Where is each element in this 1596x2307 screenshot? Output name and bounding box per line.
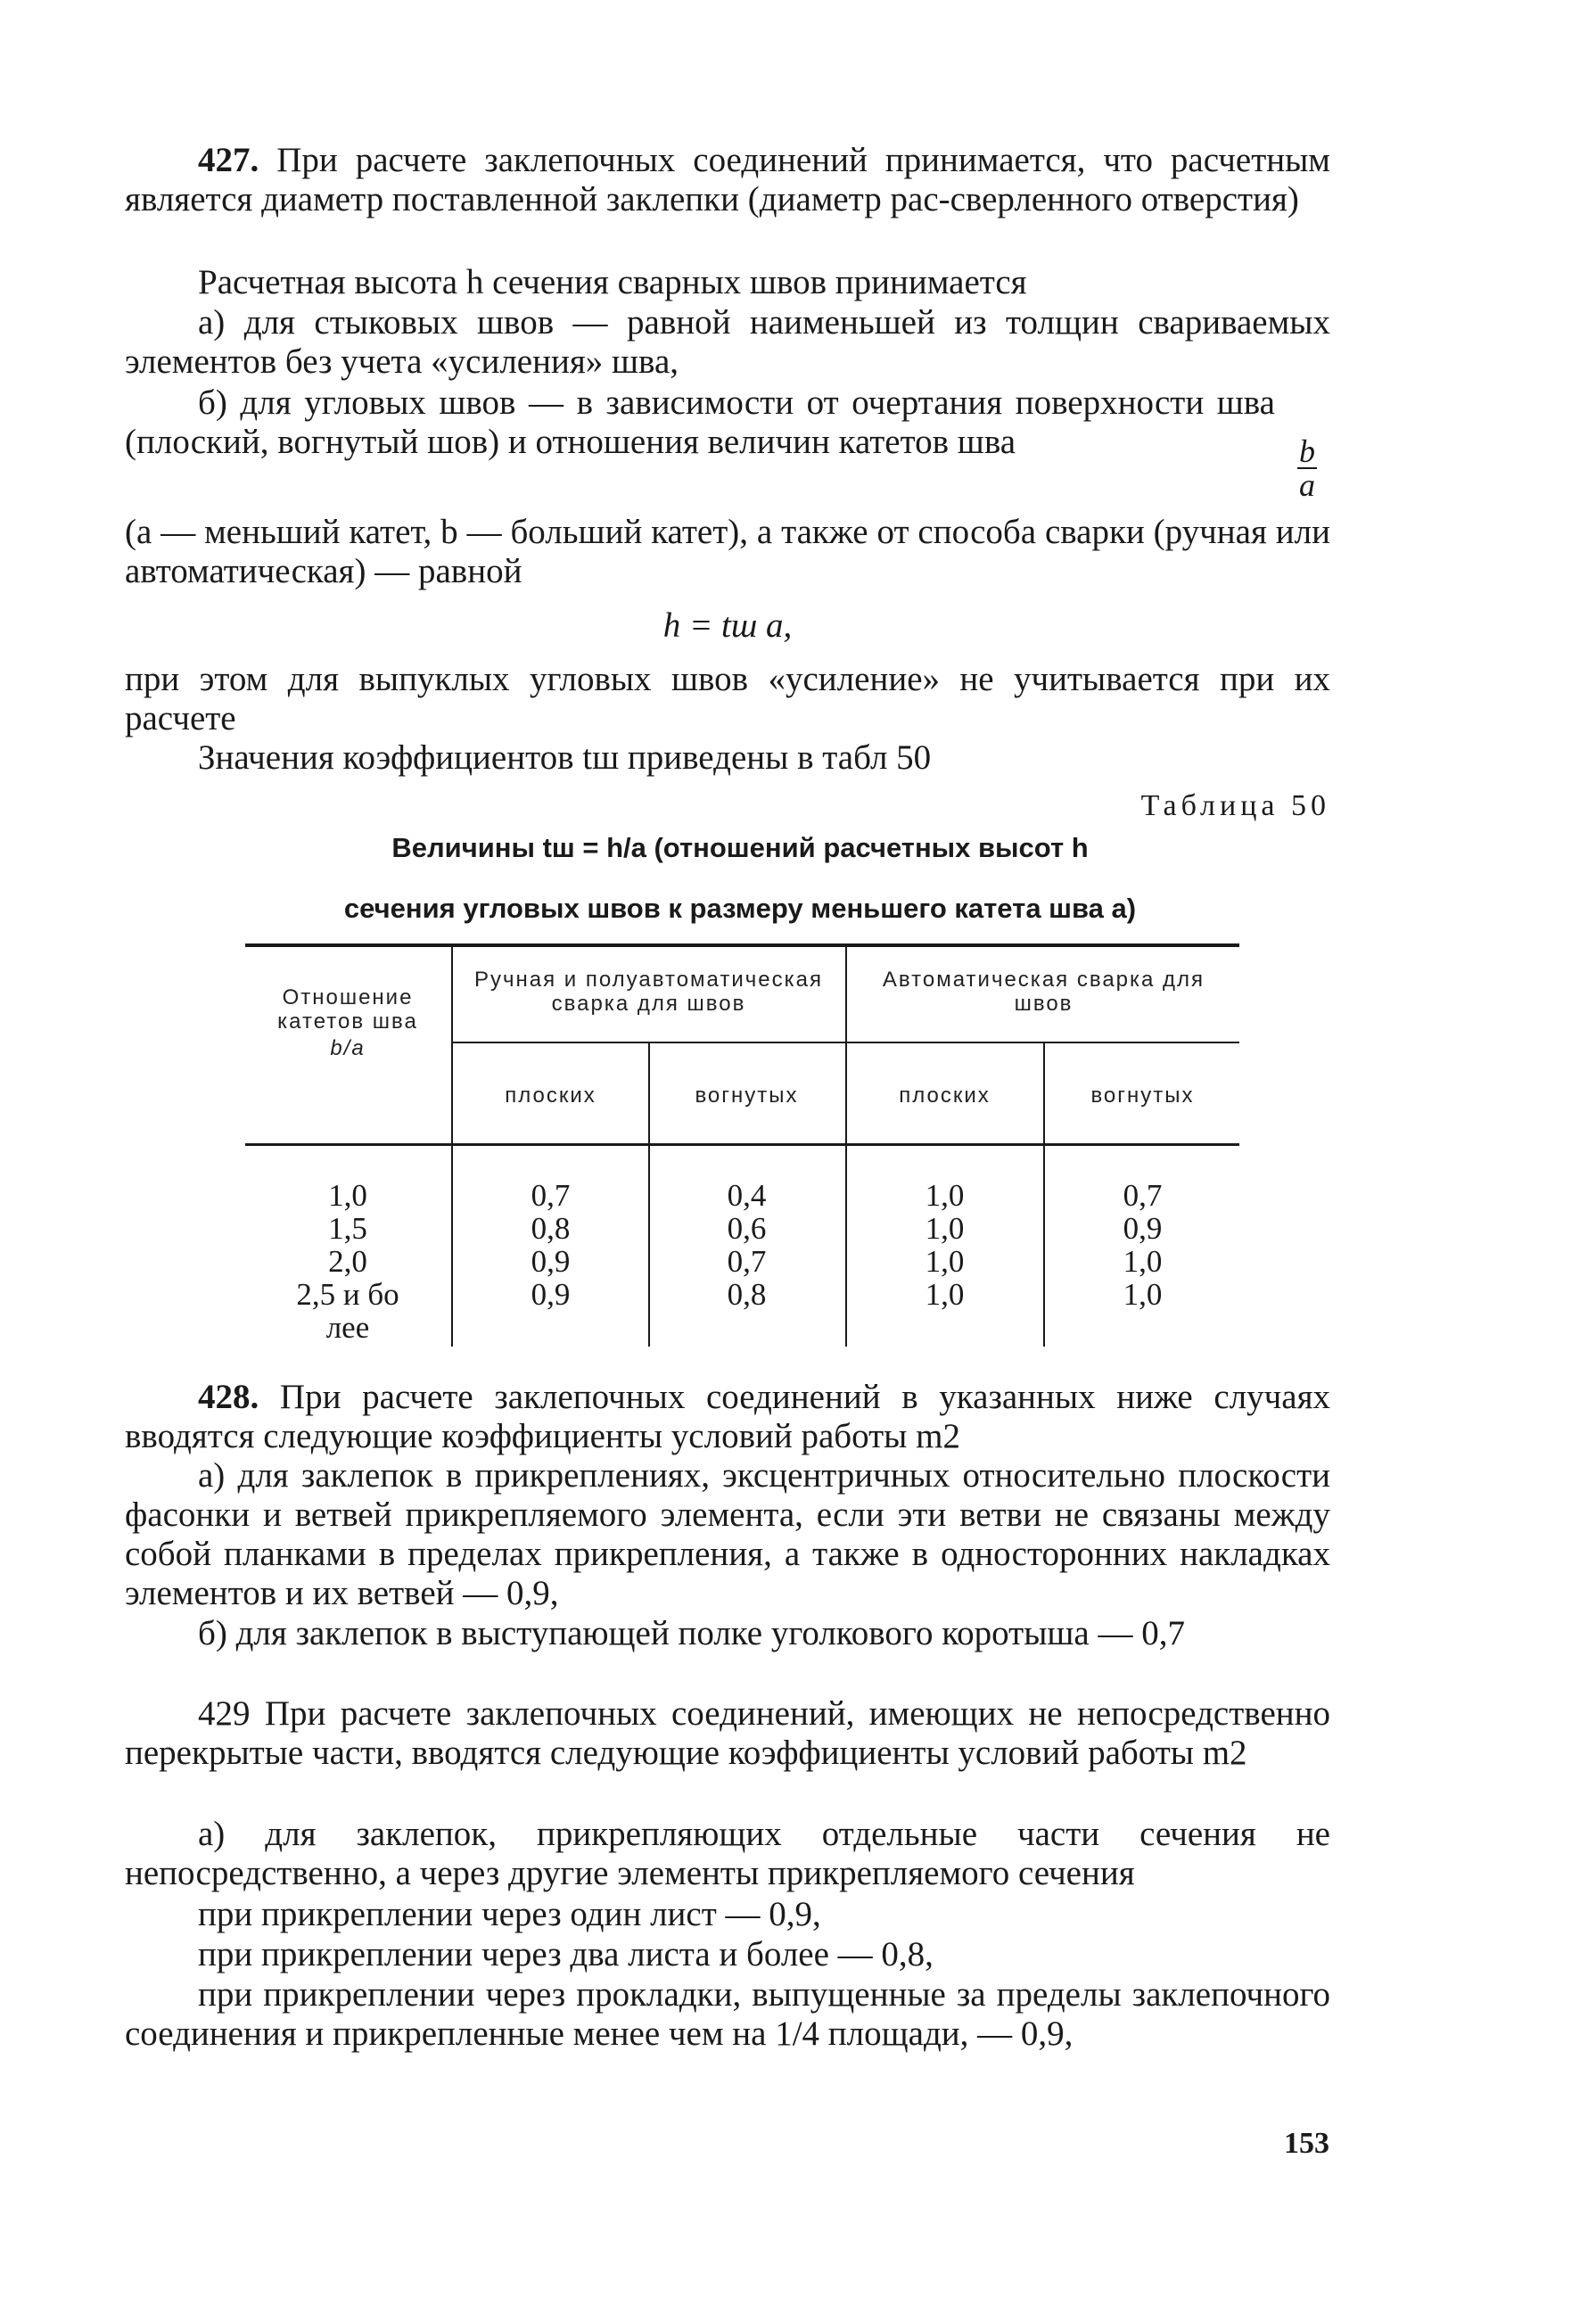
header-ratio: Отношение катетов шва xyxy=(277,985,418,1034)
ratio-fraction xyxy=(1297,435,1317,501)
paragraph-427 xyxy=(125,141,1330,219)
column-ratio xyxy=(250,1179,446,1344)
p428-line1: При расчете заклепочных соединений в указанных ниже случаях вводятся следующие коэффициенты условий работы m2 xyxy=(125,1378,1331,1455)
table-cell: 1,0 xyxy=(1123,1244,1163,1279)
p427-item-b2: (a — меньший катет, b — больший катет), а также от способа сварки (ручная или автоматическая) — равной xyxy=(125,513,1330,590)
table-cell: 1,0 xyxy=(925,1244,965,1279)
table-caption-line1: Величины tш = h/a (отношений расчетных высот h xyxy=(391,832,1089,863)
table-caption-line2: сечения угловых швов к размеру меньшего катета шва a) xyxy=(343,893,1137,924)
sub-auto-concave: вогнутых xyxy=(1090,1083,1195,1108)
table-divider-3 xyxy=(845,947,847,1347)
table-cell: 1,5 xyxy=(328,1211,367,1246)
table-divider-1 xyxy=(451,947,453,1347)
table-cell: 1,0 xyxy=(328,1178,367,1213)
p427-values: Значения коэффициентов tш приведены в табл 50 xyxy=(198,738,932,777)
header-auto: Автоматическая сварка для швов xyxy=(882,968,1205,1016)
table-divider-4 xyxy=(1043,1043,1045,1347)
fraction-denominator: a xyxy=(1299,467,1315,503)
header-manual: Ручная и полуавтоматическая сварка для швов xyxy=(474,968,823,1016)
formula: h = tш a, xyxy=(662,606,793,645)
p429-line1: При расчете заклепочных соединений, имеющих не непосредственно перекрытые части, вводятся следующие коэффициенты условий работы m2 xyxy=(125,1694,1331,1772)
table-cell: 0,9 xyxy=(531,1244,571,1279)
table-cell: 0,9 xyxy=(1123,1211,1163,1246)
column-manual-concave xyxy=(651,1179,843,1311)
p427-item-a: а) для стыковых швов — равной наименьшей из толщин свариваемых элементов без учета «усиления» шва, xyxy=(125,303,1330,381)
p429-case-2: при прикреплении через два листа и более — 0,8, xyxy=(198,1935,934,1973)
table-cell: 0,4 xyxy=(727,1178,767,1213)
table-cell: 0,6 xyxy=(727,1211,767,1246)
p427-item-b1: б) для угловых швов — в зависимости от очертания поверхности шва (плоский, вогнутый шов) и отношения величин катетов шва xyxy=(125,383,1275,461)
paragraph-428 xyxy=(125,1378,1330,1456)
table-cell: 2,5 и бо xyxy=(296,1277,399,1312)
p429-case-3: при прикреплении через прокладки, выпущенные за пределы заклепочного соединения и прикрепленные менее чем на 1/4 площади, — 0,9, xyxy=(125,1975,1330,2053)
table-cell: 0,8 xyxy=(727,1277,767,1312)
table-cell: 1,0 xyxy=(1123,1277,1163,1312)
sub-auto-flat: плоских xyxy=(899,1083,991,1108)
p428-item-a: а) для заклепок в прикреплениях, эксцентричных относительно плоскости фасонки и ветвей прикрепляемого элемента, если эти ветви не связаны между собой планками в пределах прикрепления, а также в односторонних накладках элементов и их ветвей — 0,9, xyxy=(125,1456,1330,1612)
page-number: 153 xyxy=(1284,2127,1329,2160)
section-number: 427. xyxy=(198,141,259,179)
table-cell: 1,0 xyxy=(925,1277,965,1312)
column-auto-flat xyxy=(849,1179,1041,1311)
p428-item-b: б) для заклепок в выступающей полке уголкового коротыша — 0,7 xyxy=(198,1614,1185,1652)
table-cell: 0,9 xyxy=(531,1277,571,1312)
p427-line1: При расчете заклепочных соединений принимается, что расчетным является диаметр поставленной заклепки (диаметр рас-сверленного отверстия) xyxy=(125,141,1330,218)
section-number: 428. xyxy=(198,1378,259,1416)
table-label: Таблица 50 xyxy=(1140,789,1330,822)
column-manual-flat xyxy=(455,1179,646,1311)
p427-after: при этом для выпуклых угловых швов «усиление» не учитывается при их расчете xyxy=(125,660,1330,737)
table-divider-2 xyxy=(648,1043,650,1347)
table-cell: 0,7 xyxy=(727,1244,767,1279)
table-cell: 1,0 xyxy=(925,1178,965,1213)
table-cell: 0,7 xyxy=(1123,1178,1163,1213)
p429-case-1: при прикреплении через один лист — 0,9, xyxy=(198,1895,821,1933)
table-header-rule xyxy=(245,1143,1239,1146)
fraction-numerator: b xyxy=(1299,433,1315,469)
section-number: 429 xyxy=(198,1694,251,1733)
p429-item-a: а) для заклепок, прикрепляющих отдельные части сечения не непосредственно, а через другие элементы прикрепляемого сечения xyxy=(125,1815,1330,1892)
header-ratio-fraction: b/a xyxy=(330,1036,366,1060)
paragraph-429 xyxy=(125,1694,1330,1773)
table-cell: 1,0 xyxy=(925,1211,965,1246)
sub-manual-concave: вогнутых xyxy=(695,1083,799,1108)
table-top-rule xyxy=(245,943,1239,947)
table-cell: 0,7 xyxy=(531,1178,571,1213)
table-cell: лее xyxy=(325,1310,370,1345)
table-cell: 2,0 xyxy=(328,1244,367,1279)
table-cell: 0,8 xyxy=(531,1211,571,1246)
column-auto-concave xyxy=(1047,1179,1238,1311)
p427-height-line: Расчетная высота h сечения сварных швов принимается xyxy=(198,263,1027,301)
sub-manual-flat: плоских xyxy=(505,1083,596,1108)
